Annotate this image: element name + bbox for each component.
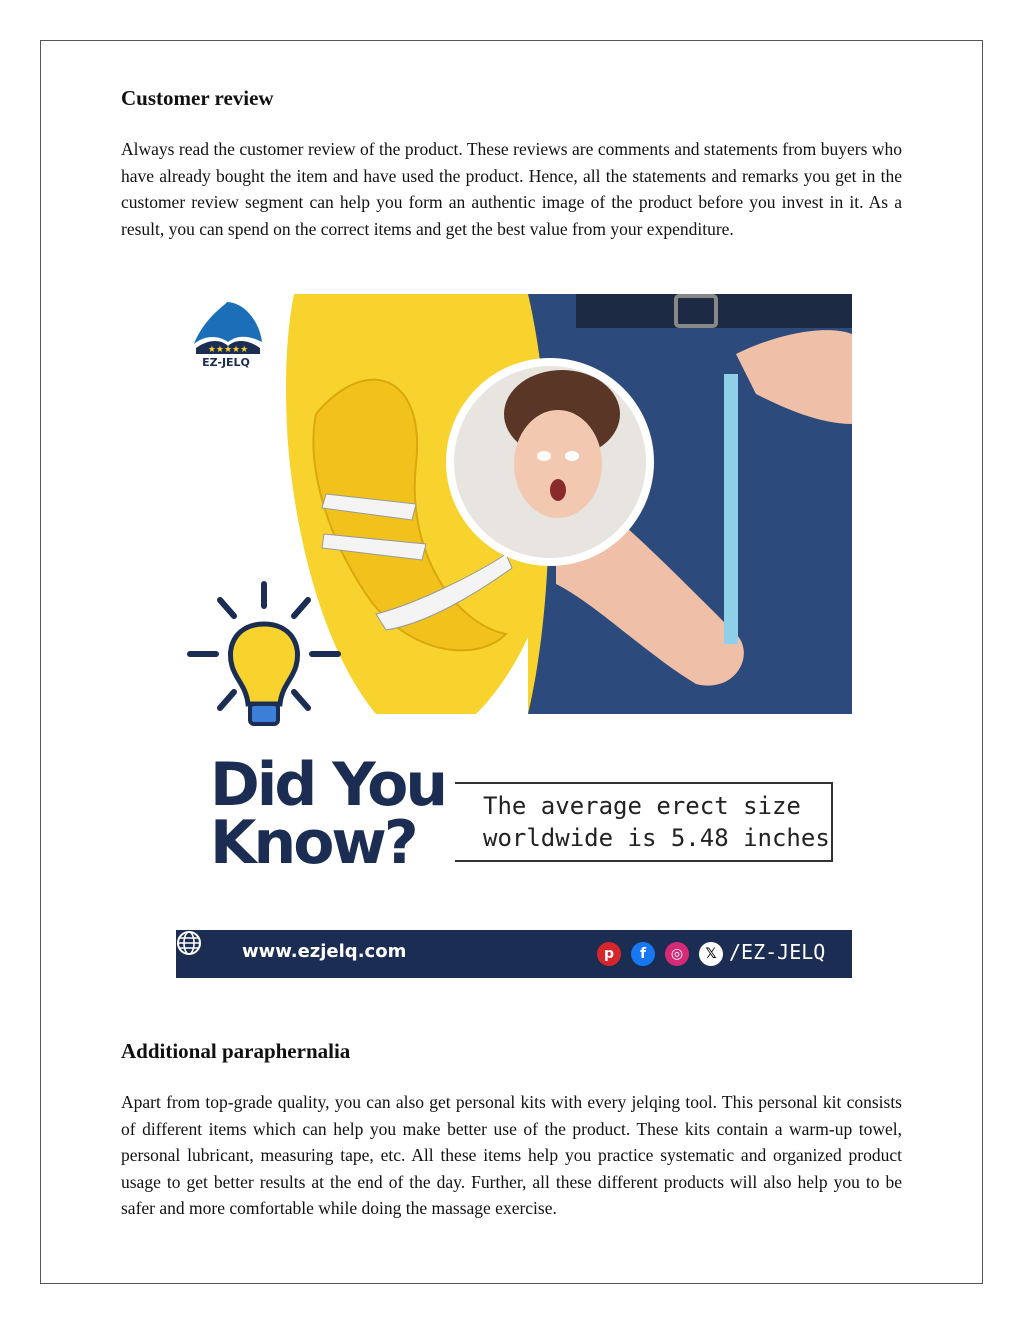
- headline: [210, 750, 446, 878]
- globe-icon: [176, 930, 202, 956]
- x-icon[interactable]: 𝕏: [699, 942, 723, 966]
- brand-logo: [194, 302, 262, 355]
- facebook-icon[interactable]: f: [631, 942, 655, 966]
- measuring-tape: [724, 374, 738, 644]
- section-paragraph-additional-paraphernalia: Apart from top-grade quality, you can also get personal kits with every jelqing tool. This personal kit consists of different items which can help you make better use of the product. These kits contain a warm-up towel, personal lubricant, measuring tape, etc. All these items help you practice systematic and organized product usage to get better results at the end of the day. Further, all these different products will also help you to be safer and more comfortable while doing the massage exercise.: [121, 1092, 902, 1218]
- social-handle: /EZ-JELQ: [729, 940, 826, 964]
- promo-image: [176, 294, 852, 978]
- fact-line-2: worldwide is 5.48 inches: [483, 824, 830, 852]
- svg-text:★★★★★: ★★★★★: [207, 345, 249, 355]
- section-heading-additional-paraphernalia: Additional paraphernalia: [121, 1039, 351, 1063]
- instagram-icon[interactable]: ◎: [665, 942, 689, 966]
- section-paragraph-customer-review: Always read the customer review of the product. These reviews are comments and statements from buyers who have already bought the item and have used the product. Hence, all the statements and remarks you get in the customer review segment can help you form an authentic image of the product before you invest in it. As a result, you can spend on the correct items and get the best value from your expenditure.: [121, 139, 902, 239]
- lightbulb-icon: [190, 584, 338, 724]
- brand-name: EZ-JELQ: [202, 356, 250, 369]
- promo-footer-bar: [176, 930, 852, 978]
- fact-box: [455, 782, 833, 862]
- fact-line-1: The average erect size: [483, 792, 801, 820]
- website-link[interactable]: www.ezjelq.com: [242, 941, 407, 962]
- pinterest-icon[interactable]: p: [597, 942, 621, 966]
- headline-line-2: Know?: [210, 808, 416, 878]
- face: [514, 410, 602, 518]
- headline-line-1: Did You: [210, 750, 446, 820]
- section-heading-customer-review: Customer review: [121, 86, 274, 110]
